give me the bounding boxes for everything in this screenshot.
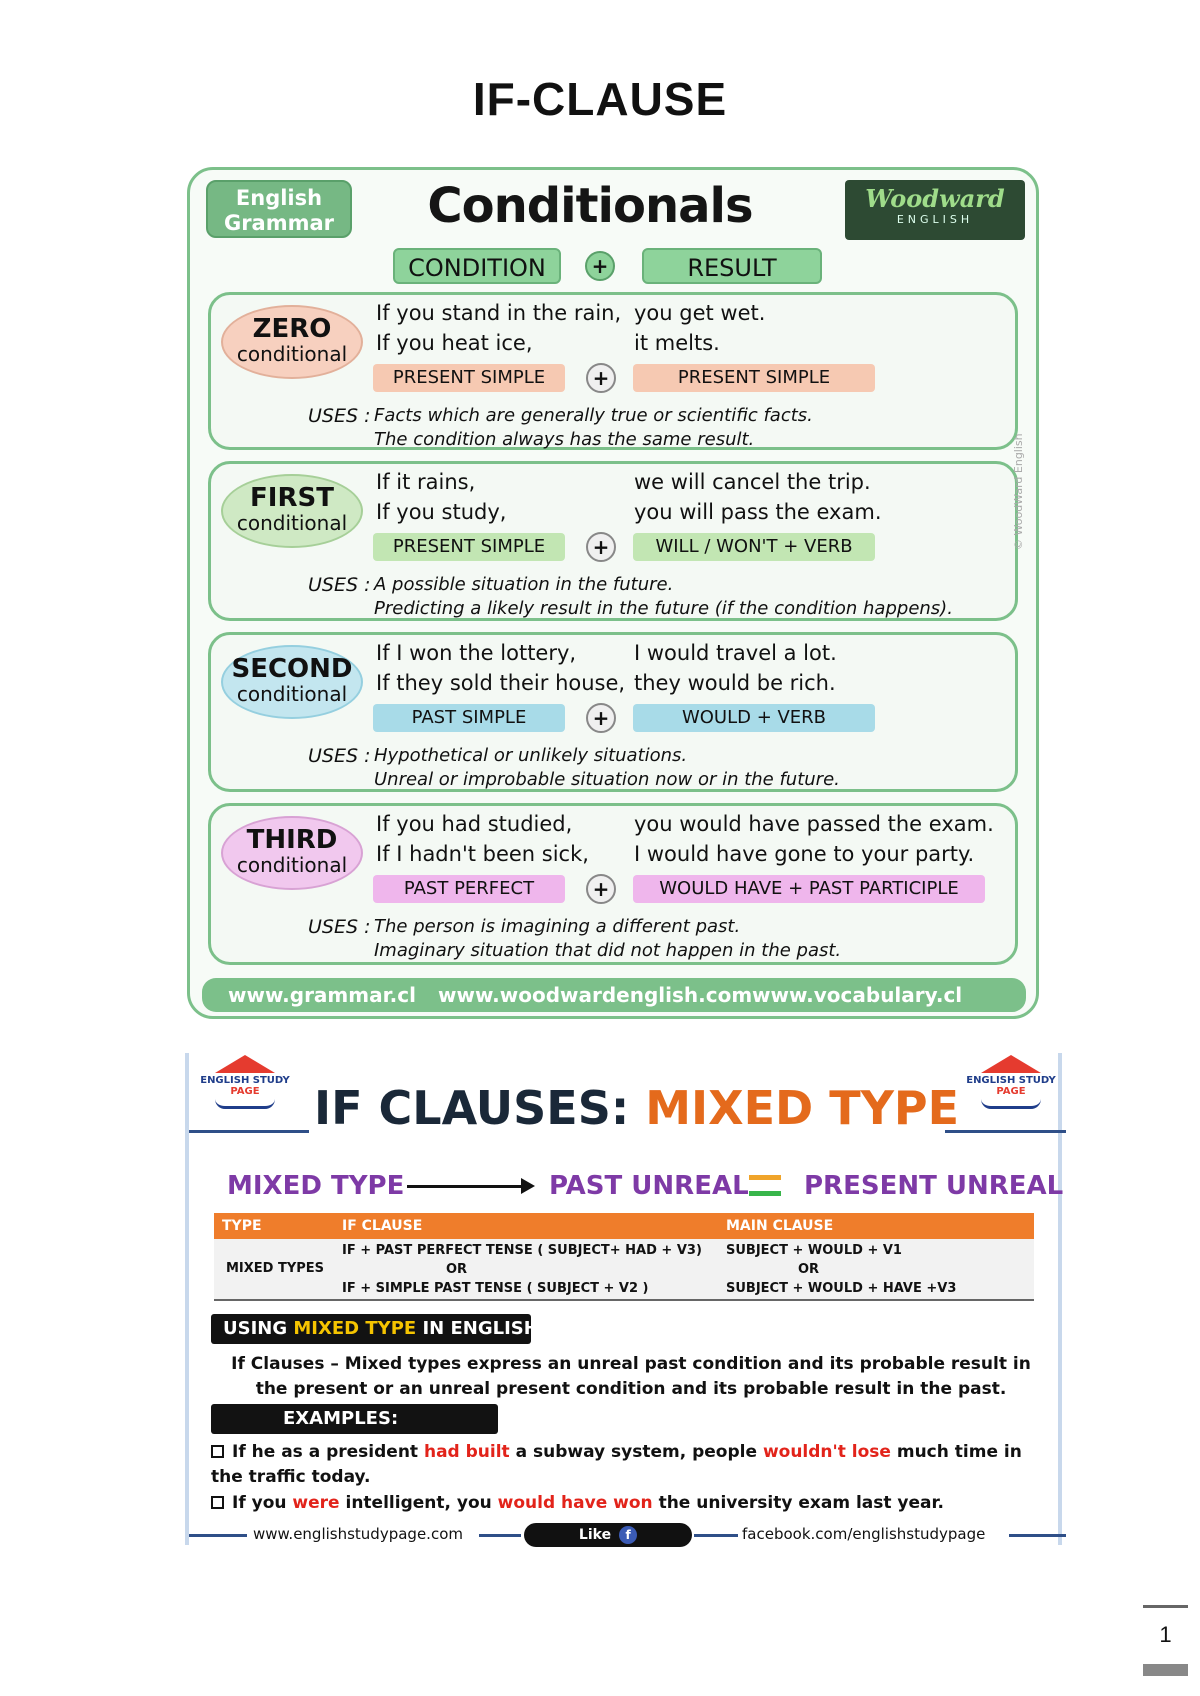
type-cell: MIXED TYPES — [226, 1261, 325, 1276]
condition-example: If I won the lottery, — [376, 641, 577, 665]
use-line: Predicting a likely result in the future (if the condition happens). — [374, 598, 953, 619]
brand-sub: ENGLISH — [896, 213, 974, 226]
footer-link: www.vocabulary.cl — [752, 983, 963, 1007]
second-conditional-label — [221, 645, 363, 719]
result-tense: WILL / WON'T + VERB — [633, 533, 875, 561]
house-roof-icon — [215, 1055, 275, 1073]
main-clause-cell: SUBJECT + WOULD + V1 — [726, 1243, 902, 1258]
result-example: they would be rich. — [634, 671, 836, 695]
plus-icon: + — [585, 251, 615, 281]
english-grammar-badge — [206, 180, 352, 238]
title-part: MIXED TYPE — [645, 1081, 960, 1135]
first-conditional-label — [221, 474, 363, 548]
condition-tense: PRESENT SIMPLE — [373, 364, 565, 392]
use-line: The person is imagining a different past. — [374, 916, 741, 937]
flow-mixed-type: MIXED TYPE — [227, 1171, 405, 1201]
use-line: Hypothetical or unlikely situations. — [374, 745, 688, 766]
like-label: Like — [578, 1527, 612, 1543]
logo-text: PAGE — [230, 1086, 260, 1097]
use-line: Unreal or improbable situation now or in the future. — [374, 769, 840, 790]
use-line: Facts which are generally true or scientific facts. — [374, 405, 813, 426]
condition-example: If you had studied, — [376, 812, 573, 836]
copyright-note: © WoodWard English — [1012, 433, 1025, 550]
conditional-name: SECOND — [231, 654, 353, 684]
example-text: If he as a president — [232, 1442, 424, 1462]
conditional-name: THIRD — [246, 825, 338, 855]
example-text: intelligent, you — [339, 1493, 498, 1513]
result-example: we will cancel the trip. — [634, 470, 871, 494]
if-clause-cell: IF + PAST PERFECT TENSE ( SUBJECT+ HAD + V3) — [342, 1243, 702, 1258]
woodward-logo — [845, 180, 1025, 240]
plus-icon: + — [586, 363, 616, 393]
plus-icon: + — [586, 532, 616, 562]
use-line: The condition always has the same result. — [374, 429, 755, 450]
use-line: A possible situation in the future. — [374, 574, 674, 595]
third-conditional-section — [208, 803, 1018, 965]
heading-part: IN ENGLISH: — [416, 1318, 547, 1339]
heading-part: MIXED TYPE — [293, 1318, 417, 1339]
conditional-name: FIRST — [250, 483, 334, 513]
swap-arrow-bottom — [749, 1191, 781, 1196]
result-header: RESULT — [642, 248, 822, 284]
footer-link: www.woodwardenglish.com — [438, 983, 753, 1007]
result-tense: WOULD HAVE + PAST PARTICIPLE — [633, 875, 985, 903]
website-footer — [202, 978, 1026, 1012]
footer-rule — [1009, 1534, 1066, 1537]
swap-arrows-icon — [745, 1169, 785, 1203]
flow-past-unreal: PAST UNREAL — [549, 1171, 749, 1201]
condition-example: If you heat ice, — [376, 331, 533, 355]
zero-conditional-label — [221, 305, 363, 379]
title-part: IF CLAUSES: — [314, 1081, 646, 1135]
brand-name: Woodward — [865, 184, 1005, 213]
logo-text: ENGLISH STUDY — [200, 1075, 290, 1086]
second-conditional-section — [208, 632, 1018, 792]
table-header — [214, 1213, 1034, 1239]
example-highlight: had built — [423, 1442, 510, 1462]
table-row — [214, 1239, 1034, 1301]
condition-tense: PAST PERFECT — [373, 875, 565, 903]
result-tense: PRESENT SIMPLE — [633, 364, 875, 392]
conditional-word: conditional — [236, 342, 348, 366]
examples-heading: EXAMPLES: — [211, 1404, 498, 1434]
example-highlight: would have won — [497, 1493, 653, 1513]
logo-swoosh — [215, 1099, 275, 1109]
facebook-like-button — [524, 1523, 692, 1547]
page-title: IF-CLAUSE — [472, 73, 728, 125]
condition-tense: PRESENT SIMPLE — [373, 533, 565, 561]
result-example: you will pass the exam. — [634, 500, 882, 524]
english-study-page-logo — [197, 1055, 293, 1125]
example-text: a subway system, people — [509, 1442, 763, 1462]
uses-label: USES : — [308, 745, 371, 767]
first-conditional-section — [208, 461, 1018, 621]
if-clause-cell: IF + SIMPLE PAST TENSE ( SUBJECT + V2 ) — [342, 1281, 649, 1296]
example-text: If you — [232, 1493, 293, 1513]
uses-label: USES : — [308, 574, 371, 596]
mixed-type-infographic — [185, 1053, 1062, 1545]
using-heading — [211, 1314, 547, 1344]
uses-label: USES : — [308, 405, 371, 427]
condition-header: CONDITION — [393, 248, 561, 284]
house-roof-icon — [981, 1055, 1041, 1073]
condition-example: If it rains, — [376, 470, 476, 494]
condition-example: If you study, — [376, 500, 507, 524]
footer-facebook: facebook.com/englishstudypage — [742, 1525, 986, 1543]
result-example: I would travel a lot. — [634, 641, 837, 665]
example-item — [211, 1491, 1041, 1516]
english-study-page-logo — [963, 1055, 1059, 1125]
footer-link: www.grammar.cl — [228, 983, 416, 1007]
conditional-word: conditional — [236, 682, 348, 706]
plus-icon: + — [586, 874, 616, 904]
checkbox-icon — [211, 1445, 224, 1458]
result-example: you would have passed the exam. — [634, 812, 994, 836]
result-example: I would have gone to your party. — [634, 842, 975, 866]
column-header: IF CLAUSE — [342, 1218, 423, 1234]
or-text: OR — [446, 1262, 468, 1277]
logo-text: PAGE — [996, 1086, 1026, 1097]
example-highlight: wouldn't lose — [762, 1442, 891, 1462]
mixed-type-footer — [189, 1525, 1066, 1545]
title-rule — [189, 1130, 309, 1133]
page-number-bar — [1143, 1664, 1188, 1676]
badge-line2: Grammar — [223, 211, 335, 235]
example-highlight: were — [292, 1493, 340, 1513]
flow-present-unreal: PRESENT UNREAL — [804, 1171, 1064, 1201]
uses-label: USES : — [308, 916, 371, 938]
footer-website: www.englishstudypage.com — [253, 1525, 463, 1543]
plus-icon: + — [586, 703, 616, 733]
footer-rule — [479, 1534, 521, 1537]
conditional-word: conditional — [236, 511, 348, 535]
condition-example: If I hadn't been sick, — [376, 842, 589, 866]
condition-example: If they sold their house, — [376, 671, 626, 695]
logo-swoosh — [981, 1099, 1041, 1109]
footer-rule — [189, 1534, 247, 1537]
result-tense: WOULD + VERB — [633, 704, 875, 732]
logo-text: ENGLISH STUDY — [966, 1075, 1056, 1086]
mixed-type-title — [314, 1081, 959, 1135]
conditionals-infographic — [187, 167, 1039, 1019]
title-rule — [945, 1130, 1066, 1133]
conditional-name: ZERO — [252, 314, 332, 344]
example-text: much time in the traffic today. — [211, 1442, 1022, 1487]
facebook-icon: f — [619, 1526, 637, 1544]
result-example: it melts. — [634, 331, 720, 355]
result-example: you get wet. — [634, 301, 766, 325]
conditional-word: conditional — [236, 853, 348, 877]
footer-rule — [694, 1534, 738, 1537]
mixed-type-description: If Clauses – Mixed types express an unreal past condition and its probable result in the present or an unreal present condition and its probable result in the past. — [231, 1354, 1031, 1399]
conditionals-title: Conditionals — [427, 178, 753, 234]
condition-example: If you stand in the rain, — [376, 301, 622, 325]
third-conditional-label — [221, 816, 363, 890]
example-item — [211, 1440, 1041, 1490]
checkbox-icon — [211, 1496, 224, 1509]
column-header: TYPE — [222, 1218, 262, 1234]
page-number: 1 — [1143, 1605, 1188, 1648]
use-line: Imaginary situation that did not happen in the past. — [374, 940, 842, 961]
example-text: the university exam last year. — [652, 1493, 944, 1513]
swap-arrow-top — [749, 1175, 781, 1180]
condition-tense: PAST SIMPLE — [373, 704, 565, 732]
column-header: MAIN CLAUSE — [726, 1218, 834, 1234]
right-arrow-icon — [407, 1185, 531, 1188]
badge-line1: English — [235, 186, 323, 210]
or-text: OR — [798, 1262, 820, 1277]
zero-conditional-section — [208, 292, 1018, 450]
main-clause-cell: SUBJECT + WOULD + HAVE +V3 — [726, 1281, 957, 1296]
heading-part: USING — [223, 1318, 294, 1339]
